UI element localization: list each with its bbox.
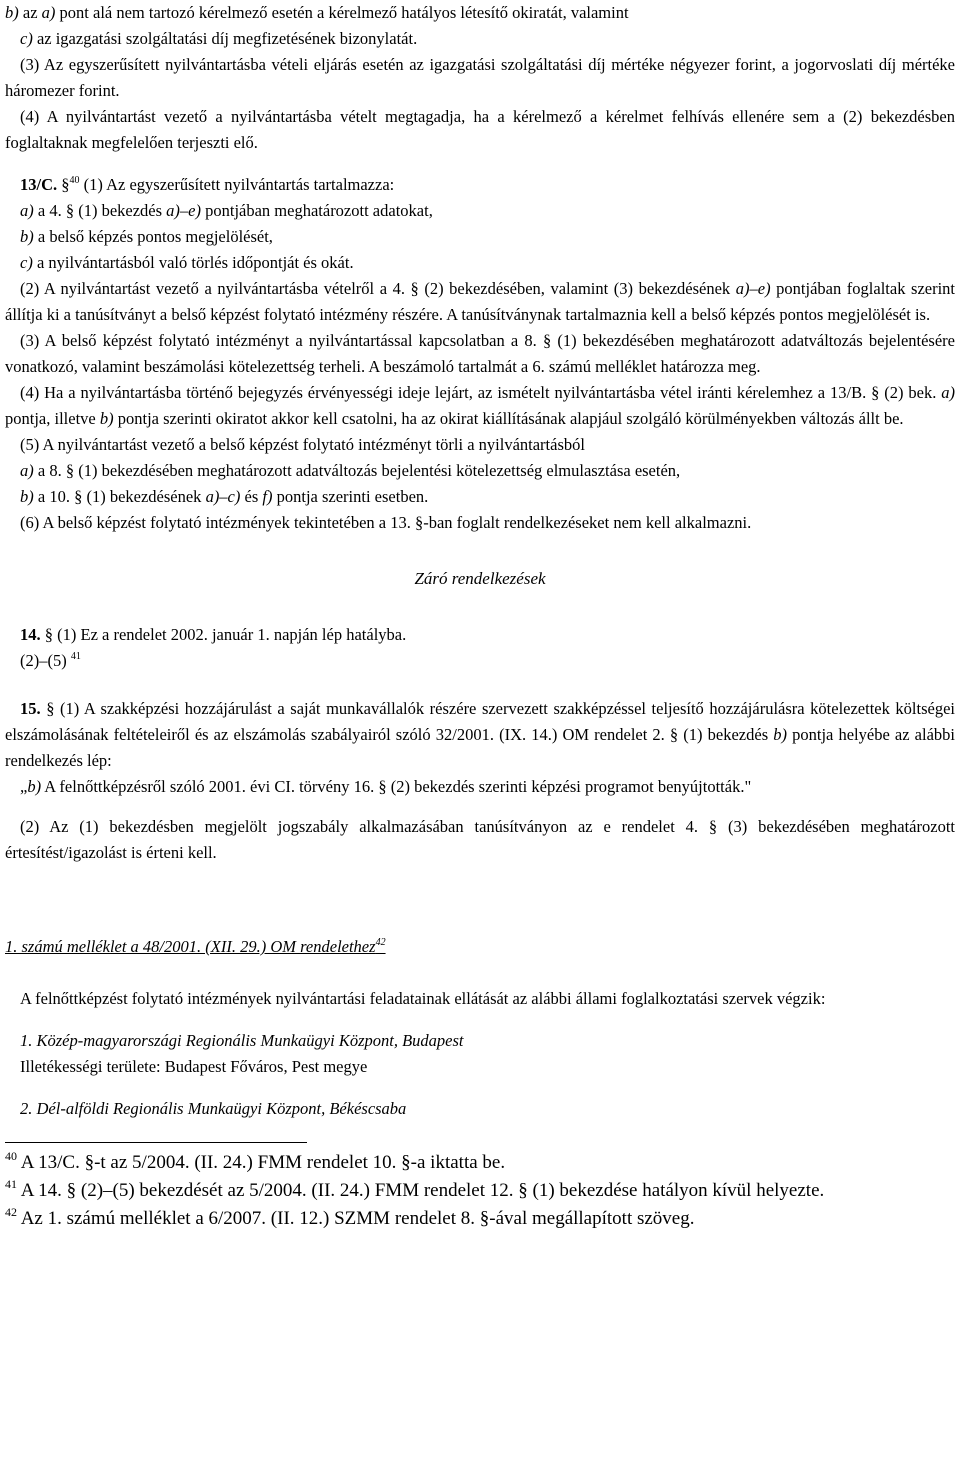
spacer <box>5 1122 955 1142</box>
section-14-2-text: (2)–(5) <box>20 651 67 670</box>
paragraph-2b-text2: pontjában foglaltak szerint állítja ki a tanúsítványt a belső képzést folytató intézmény részére. A tanúsítványnak tartalmaznia kell a belső képzés pontos megjelölését is. <box>5 279 955 324</box>
paragraph-5-b-ref1: a)–c) <box>205 487 241 506</box>
paragraph-3b: (3) A belső képzést folytató intézményt a nyilvántartással kapcsolatban a 8. § (1) bekezdésében meghatározott adatváltozás bejelentésére vonatkozó, valamint beszámolási kötelezettség terheli. A beszámoló tartalmát a 6. számú melléklet határozza meg. <box>5 331 955 376</box>
footnote-40 <box>5 1149 955 1177</box>
footnote-41 <box>5 1177 955 1205</box>
paragraph-2b-ref: a)–e) <box>735 279 771 298</box>
section-15-quote <box>5 774 955 800</box>
paragraph-5-label-b: b) <box>20 487 34 506</box>
spacer <box>5 592 955 622</box>
section-13c-number: 13/C. <box>20 175 58 194</box>
annex-title-text: 1. számú melléklet a 48/2001. (XII. 29.) OM rendelethez <box>5 937 376 956</box>
annex-title <box>5 934 955 960</box>
footnote-number: 41 <box>5 1177 17 1191</box>
annex-intro: A felnőttképzést folytató intézmények nyilvántartási feladatainak ellátását az alábbi állami foglalkoztatási szervek végzik: <box>20 989 826 1008</box>
paragraph-5-b-text: a 10. § (1) bekezdésének <box>37 487 202 506</box>
item-b <box>5 0 955 26</box>
list-label-b: b) <box>20 227 34 246</box>
list-item-b <box>5 224 955 250</box>
quote-text: A felnőttképzésről szóló 2001. évi CI. törvény 16. § (2) bekezdés szerinti képzési programot benyújtották." <box>44 777 752 796</box>
paragraph-5-a-text: a 8. § (1) bekezdésében meghatározott adatváltozás bejelentési kötelezettség elmulasztása esetén, <box>37 461 681 480</box>
paragraph-6: (6) A belső képzést folytató intézmények tekintetében a 13. §-ban foglalt rendelkezéseket nem kell alkalmazni. <box>20 513 752 532</box>
section-15-2: (2) Az (1) bekezdésben megjelölt jogszabály alkalmazásában tanúsítványon az e rendelet 4. § (3) bekezdésében meghatározott értesítést/igazolást is érteni kell. <box>5 817 955 862</box>
document-page <box>5 0 955 1233</box>
paragraph-2b <box>5 276 955 328</box>
footnote-number: 42 <box>5 1205 17 1219</box>
list-item-a-text: a 4. § (1) bekezdés <box>37 201 163 220</box>
spacer <box>5 674 955 696</box>
footnote-text: A 13/C. §-t az 5/2004. (II. 24.) FMM rendelet 10. §-a iktatta be. <box>20 1152 506 1173</box>
footnote-ref-40[interactable]: 40 <box>69 175 80 186</box>
spacer <box>5 960 955 986</box>
paragraph-2b-text: (2) A nyilvántartást vezető a nyilvántartásba vételről a 4. § (2) bekezdésében, valamint (3) bekezdésének <box>20 279 731 298</box>
section-15 <box>5 696 955 774</box>
list-item-c-text: a nyilvántartásból való törlés időpontját és okát. <box>36 253 354 272</box>
annex-item-1-area: Illetékességi területe: Budapest Főváros, Pest megye <box>20 1057 368 1076</box>
paragraph-5-b-ref2: f) <box>262 487 273 506</box>
paragraph-5-a <box>5 458 955 484</box>
section-14 <box>5 622 955 648</box>
spacer <box>5 1012 955 1028</box>
footnote-text: A 14. § (2)–(5) bekezdését az 5/2004. (II. 24.) FMM rendelet 12. § (1) bekezdése hatályon kívül helyezte. <box>20 1180 825 1201</box>
paragraph-5-b-text3: pontja szerinti esetben. <box>276 487 429 506</box>
annex-item-1-title <box>5 1028 955 1054</box>
section-title-zaro: Záró rendelkezések <box>414 569 546 588</box>
list-label-a: a) <box>20 201 34 220</box>
quote-open: „ <box>20 777 28 796</box>
section-sign: § <box>61 175 70 194</box>
item-c-text: c) az igazgatási szolgáltatási díj megfizetésének bizonylatát. <box>20 29 418 48</box>
paragraph-4b-text3: pontja szerinti okiratot akkor kell csatolni, ha az okirat kiállításának alapjául szolgáló körülményekben változás állt be. <box>117 409 904 428</box>
footnote-number: 40 <box>5 1149 17 1163</box>
section-14-number: 14. <box>20 625 41 644</box>
paragraph-4b-ref-b: b) <box>99 409 114 428</box>
paragraph-5: (5) A nyilvántartást vezető a belső képzést folytató intézményt törli a nyilvántartásból <box>20 435 585 454</box>
quote-label: b) <box>27 777 42 796</box>
section-13c-heading <box>5 172 955 198</box>
annex-item-1-title-text: 1. Közép-magyarországi Regionális Munkaügyi Központ, Budapest <box>20 1031 464 1050</box>
item-b-text: b) az a) pont alá nem tartozó kérelmező esetén a kérelmező hatályos létesítő okiratát, valamint <box>5 3 629 22</box>
list-item-a-text2: pontjában meghatározott adatokat, <box>205 201 433 220</box>
spacer <box>5 866 955 934</box>
paragraph-5-b <box>5 484 955 510</box>
footnote-text: Az 1. számú melléklet a 6/2007. (II. 12.) SZMM rendelet 8. §-ával megállapított szöveg. <box>20 1208 695 1229</box>
section-15-ref: b) <box>773 725 787 744</box>
spacer <box>5 156 955 172</box>
list-item-c <box>5 250 955 276</box>
paragraph-5-b-and: és <box>244 487 259 506</box>
item-c <box>5 26 955 52</box>
paragraph-4b-ref-a: a) <box>941 383 956 402</box>
spacer <box>5 1080 955 1096</box>
paragraph-3: (3) Az egyszerűsített nyilvántartásba vételi eljárás esetén az igazgatási szolgáltatási díj mértéke négyezer forint, a jogorvoslati díj mértéke háromezer forint. <box>5 55 955 100</box>
section-15-number: 15. <box>20 699 41 718</box>
list-item-a <box>5 198 955 224</box>
section-15-text: § (1) A szakképzési hozzájárulást a saját munkavállalók részére szervezett szakképzéssel teljesítő hozzájárulásra kötelezettek költségei elszámolásának feltételeiről és az elszámolás szabályairól szóló 32/2001. (IX. 14.) OM rendelet 2. § (1) bekezdés <box>5 699 955 744</box>
section-14-text: § (1) Ez a rendelet 2002. január 1. napján lép hatályba. <box>44 625 407 644</box>
paragraph-4: (4) A nyilvántartást vezető a nyilvántartásba vételt megtagadja, ha a kérelmező a kérelmet felhívás ellenére sem a (2) bekezdésben foglaltaknak megfelelően terjeszti elő. <box>5 107 955 152</box>
section-15-text2: pontja helyébe az alábbi rendelkezés lép: <box>5 725 955 770</box>
annex-item-2-title-text: 2. Dél-alföldi Regionális Munkaügyi Központ, Békéscsaba <box>20 1099 407 1118</box>
spacer <box>5 536 955 566</box>
section-14-2 <box>5 648 955 674</box>
list-label-c: c) <box>20 253 33 272</box>
annex-item-2-title <box>5 1096 955 1122</box>
list-item-a-ref: a)–e) <box>166 201 201 220</box>
paragraph-5-label-a: a) <box>20 461 34 480</box>
paragraph-4b <box>5 380 955 432</box>
paragraph-4b-text: (4) Ha a nyilvántartásba történő bejegyzés érvényességi ideje lejárt, az ismételt nyilvántartásba vétel iránti kérelemhez a 13/B. § (2) bek. <box>20 383 937 402</box>
paragraph-4b-text2: pontja, illetve <box>5 409 96 428</box>
section-13c-text: (1) Az egyszerűsített nyilvántartás tartalmazza: <box>83 175 395 194</box>
list-item-b-text: a belső képzés pontos megjelölését, <box>37 227 273 246</box>
footnote-ref-42[interactable]: 42 <box>375 937 386 948</box>
spacer <box>5 800 955 814</box>
footnote-ref-41[interactable]: 41 <box>70 651 81 662</box>
footnote-42 <box>5 1205 955 1233</box>
